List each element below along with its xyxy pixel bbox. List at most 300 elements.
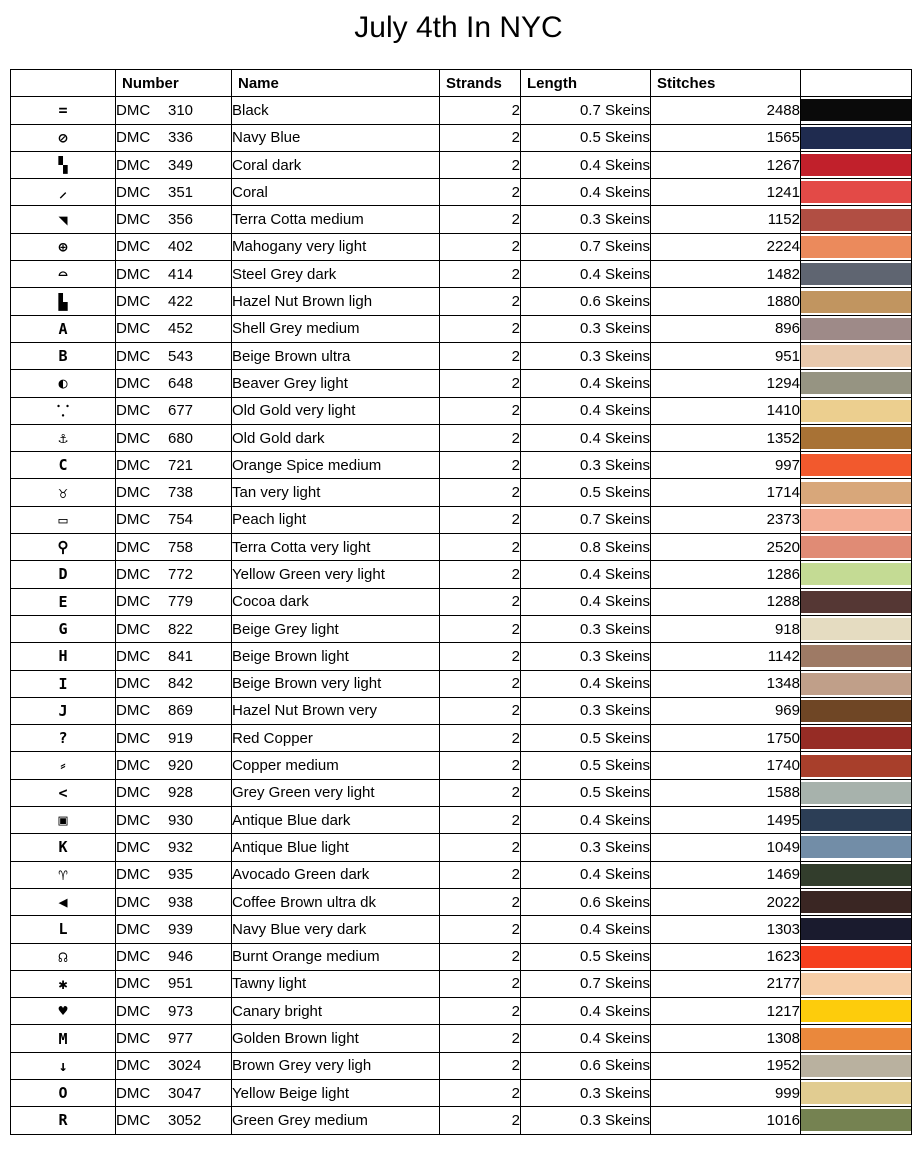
length-cell: 0.5 Skeins bbox=[521, 479, 651, 506]
thread-number: 977 bbox=[168, 1030, 194, 1048]
color-cell bbox=[801, 1025, 912, 1052]
thread-brand: DMC bbox=[116, 757, 151, 775]
symbol-cell bbox=[11, 288, 116, 315]
thread-brand: DMC bbox=[116, 702, 151, 720]
strands-cell: 2 bbox=[440, 998, 521, 1025]
stitches-cell: 1267 bbox=[651, 151, 801, 178]
color-cell bbox=[801, 506, 912, 533]
thread-name: Grey Green very light bbox=[232, 779, 440, 806]
thread-name: Beige Grey light bbox=[232, 615, 440, 642]
thread-brand: DMC bbox=[116, 156, 151, 174]
length-cell: 0.4 Skeins bbox=[521, 916, 651, 943]
thread-number: 543 bbox=[168, 347, 194, 365]
thread-name: Antique Blue light bbox=[232, 834, 440, 861]
number-cell bbox=[116, 397, 232, 424]
length-cell: 0.3 Skeins bbox=[521, 206, 651, 233]
number-cell bbox=[116, 424, 232, 451]
thread-number: 939 bbox=[168, 920, 194, 938]
thread-brand: DMC bbox=[116, 484, 151, 502]
color-cell bbox=[801, 424, 912, 451]
thread-number: 779 bbox=[168, 593, 194, 611]
stitches-cell: 2177 bbox=[651, 970, 801, 997]
thread-brand: DMC bbox=[116, 975, 151, 993]
stitches-cell: 2224 bbox=[651, 233, 801, 260]
color-swatch bbox=[801, 454, 911, 476]
color-cell bbox=[801, 261, 912, 288]
color-swatch bbox=[801, 782, 911, 804]
thread-number: 3052 bbox=[168, 1111, 202, 1129]
symbol-cell bbox=[11, 752, 116, 779]
number-cell bbox=[116, 1107, 232, 1134]
stitch-symbol: ✱ bbox=[58, 974, 68, 993]
color-swatch bbox=[801, 618, 911, 640]
stitches-cell: 1565 bbox=[651, 124, 801, 151]
thread-name: Golden Brown light bbox=[232, 1025, 440, 1052]
stitch-symbol: ⊕ bbox=[58, 237, 68, 256]
table-row bbox=[11, 370, 912, 397]
thread-number: 920 bbox=[168, 757, 194, 775]
thread-number: 349 bbox=[168, 156, 194, 174]
color-cell bbox=[801, 643, 912, 670]
color-swatch bbox=[801, 1028, 911, 1050]
thread-name: Beige Brown light bbox=[232, 643, 440, 670]
thread-brand: DMC bbox=[116, 374, 151, 392]
symbol-cell bbox=[11, 261, 116, 288]
thread-number: 930 bbox=[168, 811, 194, 829]
color-swatch bbox=[801, 645, 911, 667]
table-row bbox=[11, 424, 912, 451]
stitches-cell: 1303 bbox=[651, 916, 801, 943]
symbol-cell bbox=[11, 370, 116, 397]
table-row bbox=[11, 1025, 912, 1052]
length-cell: 0.4 Skeins bbox=[521, 370, 651, 397]
number-cell bbox=[116, 179, 232, 206]
length-cell: 0.7 Skeins bbox=[521, 506, 651, 533]
thread-number: 721 bbox=[168, 456, 194, 474]
number-cell bbox=[116, 506, 232, 533]
stitch-symbol: ⌓ bbox=[58, 265, 68, 284]
table-row bbox=[11, 725, 912, 752]
color-swatch bbox=[801, 209, 911, 231]
thread-brand: DMC bbox=[116, 101, 151, 119]
symbol-cell bbox=[11, 1025, 116, 1052]
strands-cell: 2 bbox=[440, 179, 521, 206]
color-swatch bbox=[801, 1082, 911, 1104]
table-row bbox=[11, 315, 912, 342]
thread-brand: DMC bbox=[116, 293, 151, 311]
length-cell: 0.4 Skeins bbox=[521, 588, 651, 615]
thread-number: 356 bbox=[168, 211, 194, 229]
number-cell bbox=[116, 1025, 232, 1052]
table-row bbox=[11, 697, 912, 724]
color-cell bbox=[801, 1107, 912, 1134]
thread-number: 946 bbox=[168, 948, 194, 966]
color-swatch bbox=[801, 1000, 911, 1022]
number-cell bbox=[116, 834, 232, 861]
thread-number: 758 bbox=[168, 538, 194, 556]
color-swatch bbox=[801, 127, 911, 149]
length-cell: 0.4 Skeins bbox=[521, 861, 651, 888]
thread-number: 738 bbox=[168, 484, 194, 502]
thread-brand: DMC bbox=[116, 1111, 151, 1129]
color-swatch bbox=[801, 99, 911, 121]
table-row bbox=[11, 588, 912, 615]
length-cell: 0.3 Skeins bbox=[521, 615, 651, 642]
stitch-symbol: G bbox=[58, 620, 68, 639]
number-cell bbox=[116, 479, 232, 506]
symbol-cell bbox=[11, 315, 116, 342]
stitch-symbol: ⚓ bbox=[58, 429, 68, 447]
thread-number: 841 bbox=[168, 647, 194, 665]
length-cell: 0.3 Skeins bbox=[521, 452, 651, 479]
stitch-symbol: ☊ bbox=[58, 947, 68, 966]
symbol-cell bbox=[11, 943, 116, 970]
stitch-symbol: < bbox=[58, 783, 68, 802]
thread-name: Canary bright bbox=[232, 998, 440, 1025]
length-cell: 0.4 Skeins bbox=[521, 1025, 651, 1052]
length-cell: 0.4 Skeins bbox=[521, 397, 651, 424]
thread-number: 680 bbox=[168, 429, 194, 447]
thread-legend-table bbox=[10, 69, 912, 1135]
table-row bbox=[11, 97, 912, 124]
strands-cell: 2 bbox=[440, 1025, 521, 1052]
color-swatch bbox=[801, 700, 911, 722]
stitch-symbol: ▙ bbox=[58, 292, 68, 311]
length-cell: 0.3 Skeins bbox=[521, 1107, 651, 1134]
strands-cell: 2 bbox=[440, 779, 521, 806]
thread-brand: DMC bbox=[116, 1030, 151, 1048]
color-cell bbox=[801, 888, 912, 915]
color-cell bbox=[801, 861, 912, 888]
color-cell bbox=[801, 916, 912, 943]
stitch-symbol: = bbox=[58, 101, 68, 120]
symbol-cell bbox=[11, 670, 116, 697]
stitches-cell: 1410 bbox=[651, 397, 801, 424]
stitches-cell: 1588 bbox=[651, 779, 801, 806]
stitch-symbol: B bbox=[58, 347, 68, 366]
stitches-cell: 1241 bbox=[651, 179, 801, 206]
thread-name: Cocoa dark bbox=[232, 588, 440, 615]
thread-number: 677 bbox=[168, 402, 194, 420]
stitches-cell: 1308 bbox=[651, 1025, 801, 1052]
thread-name: Shell Grey medium bbox=[232, 315, 440, 342]
color-cell bbox=[801, 970, 912, 997]
length-cell: 0.7 Skeins bbox=[521, 970, 651, 997]
table-row bbox=[11, 888, 912, 915]
thread-brand: DMC bbox=[116, 784, 151, 802]
thread-brand: DMC bbox=[116, 893, 151, 911]
thread-brand: DMC bbox=[116, 811, 151, 829]
color-cell bbox=[801, 943, 912, 970]
color-cell bbox=[801, 206, 912, 233]
stitch-symbol: E bbox=[58, 592, 68, 611]
thread-number: 951 bbox=[168, 975, 194, 993]
strands-cell: 2 bbox=[440, 1107, 521, 1134]
strands-cell: 2 bbox=[440, 561, 521, 588]
number-cell bbox=[116, 752, 232, 779]
thread-number: 935 bbox=[168, 866, 194, 884]
color-cell bbox=[801, 397, 912, 424]
table-row bbox=[11, 397, 912, 424]
symbol-cell bbox=[11, 916, 116, 943]
color-cell bbox=[801, 479, 912, 506]
strands-cell: 2 bbox=[440, 943, 521, 970]
thread-name: Yellow Green very light bbox=[232, 561, 440, 588]
strands-cell: 2 bbox=[440, 206, 521, 233]
thread-name: Antique Blue dark bbox=[232, 807, 440, 834]
length-cell: 0.3 Skeins bbox=[521, 834, 651, 861]
length-cell: 0.4 Skeins bbox=[521, 424, 651, 451]
stitch-symbol: ⸗ bbox=[60, 756, 66, 775]
table-body bbox=[11, 97, 912, 1134]
number-cell bbox=[116, 807, 232, 834]
color-swatch bbox=[801, 400, 911, 422]
symbol-cell bbox=[11, 807, 116, 834]
table-row bbox=[11, 561, 912, 588]
color-swatch bbox=[801, 891, 911, 913]
table-row bbox=[11, 151, 912, 178]
length-cell: 0.3 Skeins bbox=[521, 315, 651, 342]
thread-number: 336 bbox=[168, 129, 194, 147]
thread-name: Peach light bbox=[232, 506, 440, 533]
table-row bbox=[11, 206, 912, 233]
thread-name: Tan very light bbox=[232, 479, 440, 506]
color-swatch bbox=[801, 727, 911, 749]
color-cell bbox=[801, 124, 912, 151]
stitch-symbol: C bbox=[58, 456, 68, 475]
color-swatch bbox=[801, 427, 911, 449]
stitches-cell: 2488 bbox=[651, 97, 801, 124]
stitch-symbol: O bbox=[58, 1084, 68, 1103]
table-row bbox=[11, 807, 912, 834]
thread-name: Orange Spice medium bbox=[232, 452, 440, 479]
strands-cell: 2 bbox=[440, 725, 521, 752]
number-cell bbox=[116, 315, 232, 342]
page-title: July 4th In NYC bbox=[354, 11, 563, 44]
thread-brand: DMC bbox=[116, 211, 151, 229]
color-cell bbox=[801, 725, 912, 752]
stitches-cell: 1152 bbox=[651, 206, 801, 233]
color-swatch bbox=[801, 918, 911, 940]
table-row bbox=[11, 916, 912, 943]
stitches-cell: 1750 bbox=[651, 725, 801, 752]
color-cell bbox=[801, 561, 912, 588]
symbol-cell bbox=[11, 861, 116, 888]
symbol-cell bbox=[11, 479, 116, 506]
length-cell: 0.5 Skeins bbox=[521, 779, 651, 806]
color-cell bbox=[801, 807, 912, 834]
number-cell bbox=[116, 233, 232, 260]
strands-cell: 2 bbox=[440, 97, 521, 124]
color-swatch bbox=[801, 291, 911, 313]
number-cell bbox=[116, 342, 232, 369]
thread-brand: DMC bbox=[116, 593, 151, 611]
thread-number: 3024 bbox=[168, 1057, 202, 1075]
strands-cell: 2 bbox=[440, 807, 521, 834]
strands-cell: 2 bbox=[440, 615, 521, 642]
strands-cell: 2 bbox=[440, 315, 521, 342]
table-row bbox=[11, 943, 912, 970]
thread-name: Green Grey medium bbox=[232, 1107, 440, 1134]
stitch-symbol: ? bbox=[58, 729, 68, 748]
number-cell bbox=[116, 670, 232, 697]
strands-cell: 2 bbox=[440, 479, 521, 506]
thread-name: Terra Cotta very light bbox=[232, 534, 440, 561]
stitch-symbol: ◀ bbox=[58, 893, 68, 912]
strands-cell: 2 bbox=[440, 588, 521, 615]
thread-number: 842 bbox=[168, 675, 194, 693]
color-cell bbox=[801, 370, 912, 397]
strands-cell: 2 bbox=[440, 752, 521, 779]
thread-brand: DMC bbox=[116, 183, 151, 201]
strands-cell: 2 bbox=[440, 916, 521, 943]
header-row bbox=[11, 70, 912, 97]
stitches-cell: 896 bbox=[651, 315, 801, 342]
color-cell bbox=[801, 288, 912, 315]
length-cell: 0.5 Skeins bbox=[521, 124, 651, 151]
color-swatch bbox=[801, 755, 911, 777]
stitch-symbol: K bbox=[58, 838, 68, 857]
symbol-cell bbox=[11, 424, 116, 451]
strands-cell: 2 bbox=[440, 151, 521, 178]
stitch-symbol: ♉ bbox=[58, 483, 68, 502]
thread-name: Black bbox=[232, 97, 440, 124]
number-cell bbox=[116, 1079, 232, 1106]
number-cell bbox=[116, 970, 232, 997]
color-swatch bbox=[801, 973, 911, 995]
thread-brand: DMC bbox=[116, 265, 151, 283]
stitches-cell: 1217 bbox=[651, 998, 801, 1025]
length-cell: 0.4 Skeins bbox=[521, 261, 651, 288]
color-swatch bbox=[801, 946, 911, 968]
color-cell bbox=[801, 752, 912, 779]
color-swatch bbox=[801, 372, 911, 394]
symbol-cell bbox=[11, 1107, 116, 1134]
thread-name: Tawny light bbox=[232, 970, 440, 997]
length-cell: 0.4 Skeins bbox=[521, 807, 651, 834]
stitches-cell: 1348 bbox=[651, 670, 801, 697]
thread-name: Coral bbox=[232, 179, 440, 206]
length-cell: 0.3 Skeins bbox=[521, 342, 651, 369]
color-cell bbox=[801, 534, 912, 561]
thread-name: Beaver Grey light bbox=[232, 370, 440, 397]
thread-brand: DMC bbox=[116, 511, 151, 529]
stitches-cell: 969 bbox=[651, 697, 801, 724]
strands-cell: 2 bbox=[440, 697, 521, 724]
symbol-cell bbox=[11, 397, 116, 424]
stitches-cell: 1714 bbox=[651, 479, 801, 506]
stitch-symbol: ◐ bbox=[58, 374, 68, 393]
color-swatch bbox=[801, 509, 911, 531]
color-cell bbox=[801, 452, 912, 479]
thread-name: Coral dark bbox=[232, 151, 440, 178]
color-swatch bbox=[801, 836, 911, 858]
thread-brand: DMC bbox=[116, 320, 151, 338]
symbol-cell bbox=[11, 97, 116, 124]
table-row bbox=[11, 261, 912, 288]
table-row bbox=[11, 342, 912, 369]
color-cell bbox=[801, 998, 912, 1025]
stitch-symbol: L bbox=[58, 920, 68, 939]
strands-cell: 2 bbox=[440, 424, 521, 451]
thread-number: 414 bbox=[168, 265, 194, 283]
length-cell: 0.3 Skeins bbox=[521, 643, 651, 670]
stitch-symbol: ⚲ bbox=[57, 538, 69, 557]
thread-name: Hazel Nut Brown very bbox=[232, 697, 440, 724]
table-row bbox=[11, 834, 912, 861]
number-cell bbox=[116, 97, 232, 124]
thread-brand: DMC bbox=[116, 565, 151, 583]
stitches-cell: 1482 bbox=[651, 261, 801, 288]
thread-name: Yellow Beige light bbox=[232, 1079, 440, 1106]
symbol-cell bbox=[11, 233, 116, 260]
table-row bbox=[11, 179, 912, 206]
stitches-cell: 1495 bbox=[651, 807, 801, 834]
thread-number: 3047 bbox=[168, 1084, 202, 1102]
stitch-symbol: ◥ bbox=[58, 210, 68, 229]
number-cell bbox=[116, 916, 232, 943]
symbol-cell bbox=[11, 615, 116, 642]
thread-name: Old Gold very light bbox=[232, 397, 440, 424]
thread-brand: DMC bbox=[116, 647, 151, 665]
length-cell: 0.5 Skeins bbox=[521, 752, 651, 779]
number-cell bbox=[116, 697, 232, 724]
color-swatch bbox=[801, 673, 911, 695]
thread-brand: DMC bbox=[116, 129, 151, 147]
symbol-cell bbox=[11, 206, 116, 233]
symbol-cell bbox=[11, 998, 116, 1025]
strands-cell: 2 bbox=[440, 1052, 521, 1079]
length-cell: 0.8 Skeins bbox=[521, 534, 651, 561]
header-number: Number bbox=[116, 70, 232, 97]
thread-name: Terra Cotta medium bbox=[232, 206, 440, 233]
table-row bbox=[11, 1079, 912, 1106]
header-length: Length bbox=[521, 70, 651, 97]
thread-number: 772 bbox=[168, 565, 194, 583]
number-cell bbox=[116, 998, 232, 1025]
table-row bbox=[11, 643, 912, 670]
header-symbol bbox=[11, 70, 116, 97]
thread-number: 310 bbox=[168, 101, 194, 119]
color-swatch bbox=[801, 263, 911, 285]
table-row bbox=[11, 670, 912, 697]
thread-number: 919 bbox=[168, 729, 194, 747]
header-color bbox=[801, 70, 912, 97]
color-swatch bbox=[801, 154, 911, 176]
thread-brand: DMC bbox=[116, 620, 151, 638]
number-cell bbox=[116, 151, 232, 178]
stitches-cell: 1016 bbox=[651, 1107, 801, 1134]
color-cell bbox=[801, 179, 912, 206]
stitches-cell: 2520 bbox=[651, 534, 801, 561]
stitches-cell: 999 bbox=[651, 1079, 801, 1106]
symbol-cell bbox=[11, 342, 116, 369]
stitches-cell: 951 bbox=[651, 342, 801, 369]
stitch-symbol: ⸝ bbox=[59, 183, 67, 202]
thread-number: 822 bbox=[168, 620, 194, 638]
stitch-symbol: ▭ bbox=[58, 510, 68, 529]
thread-name: Avocado Green dark bbox=[232, 861, 440, 888]
stitches-cell: 997 bbox=[651, 452, 801, 479]
thread-name: Navy Blue very dark bbox=[232, 916, 440, 943]
stitches-cell: 1469 bbox=[651, 861, 801, 888]
stitches-cell: 1740 bbox=[651, 752, 801, 779]
stitches-cell: 1286 bbox=[651, 561, 801, 588]
symbol-cell bbox=[11, 779, 116, 806]
thread-brand: DMC bbox=[116, 948, 151, 966]
color-swatch bbox=[801, 482, 911, 504]
color-cell bbox=[801, 1052, 912, 1079]
